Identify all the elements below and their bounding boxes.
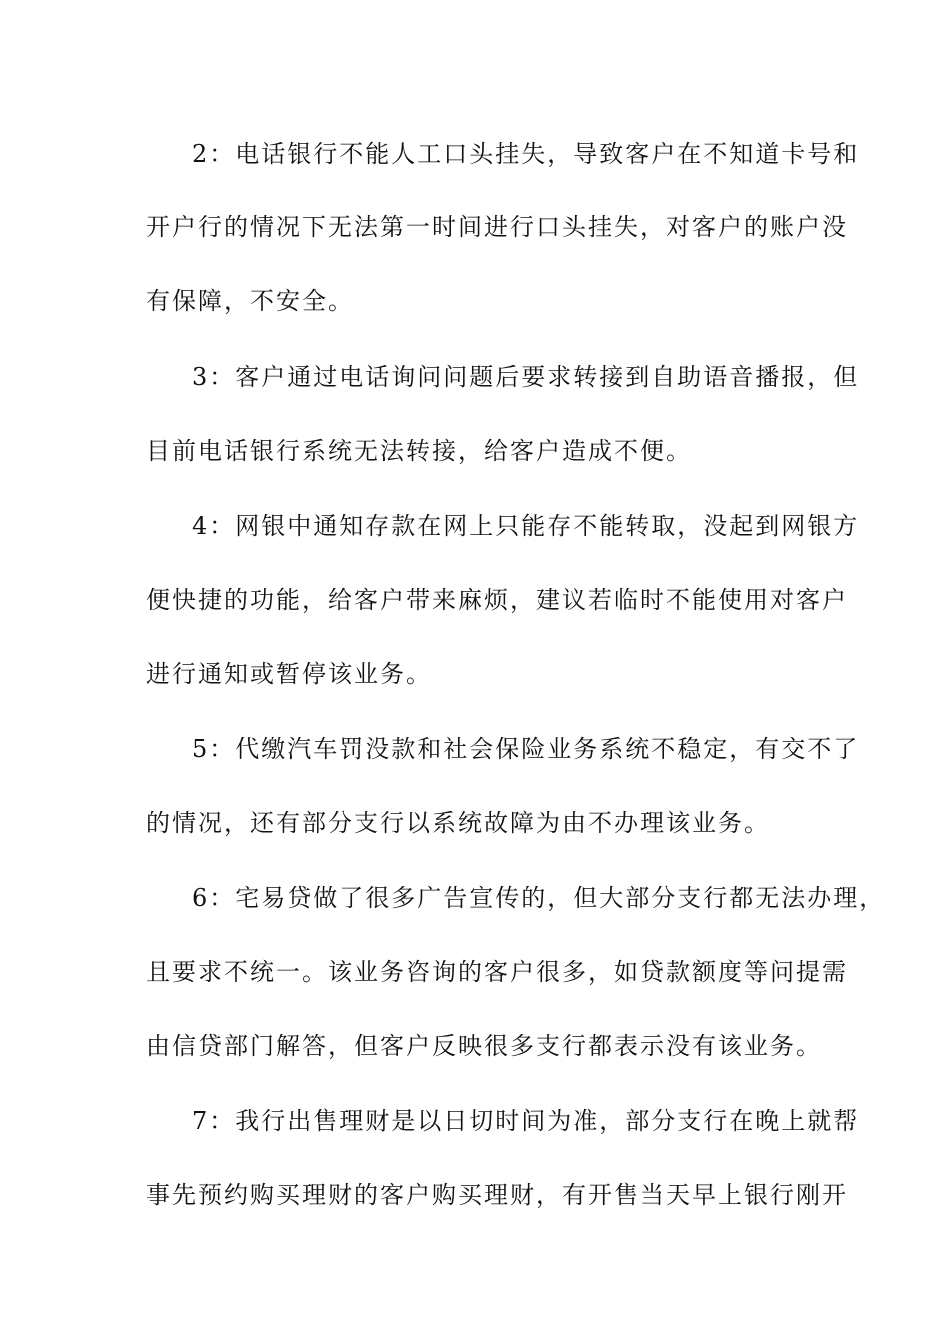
item-2-line-1: 2：电话银行不能人工口头挂失，导致客户在不知道卡号和 <box>192 140 860 168</box>
item-5-line-1: 5：代缴汽车罚没款和社会保险业务系统不稳定，有交不了 <box>192 735 860 763</box>
item-3-line-2: 目前电话银行系统无法转接，给客户造成不便。 <box>146 437 692 465</box>
item-3-line-1: 3：客户通过电话询问问题后要求转接到自助语音播报，但 <box>192 363 860 391</box>
item-2-line-2: 开户行的情况下无法第一时间进行口头挂失，对客户的账户没 <box>146 213 848 241</box>
item-7-line-1: 7：我行出售理财是以日切时间为准，部分支行在晚上就帮 <box>192 1107 860 1135</box>
item-4-line-2: 便快捷的功能，给客户带来麻烦，建议若临时不能使用对客户 <box>146 586 848 614</box>
item-6-line-3: 由信贷部门解答，但客户反映很多支行都表示没有该业务。 <box>146 1032 822 1060</box>
item-5-line-2: 的情况，还有部分支行以系统故障为由不办理该业务。 <box>146 809 770 837</box>
item-2-line-3: 有保障，不安全。 <box>146 287 354 315</box>
item-7-line-2: 事先预约购买理财的客户购买理财，有开售当天早上银行刚开 <box>146 1181 848 1209</box>
item-6-line-2: 且要求不统一。该业务咨询的客户很多，如贷款额度等问提需 <box>146 958 848 986</box>
item-6-line-1: 6：宅易贷做了很多广告宣传的，但大部分支行都无法办理， <box>192 884 886 912</box>
item-4-line-1: 4：网银中通知存款在网上只能存不能转取，没起到网银方 <box>192 512 860 540</box>
item-4-line-3: 进行通知或暂停该业务。 <box>146 660 432 688</box>
